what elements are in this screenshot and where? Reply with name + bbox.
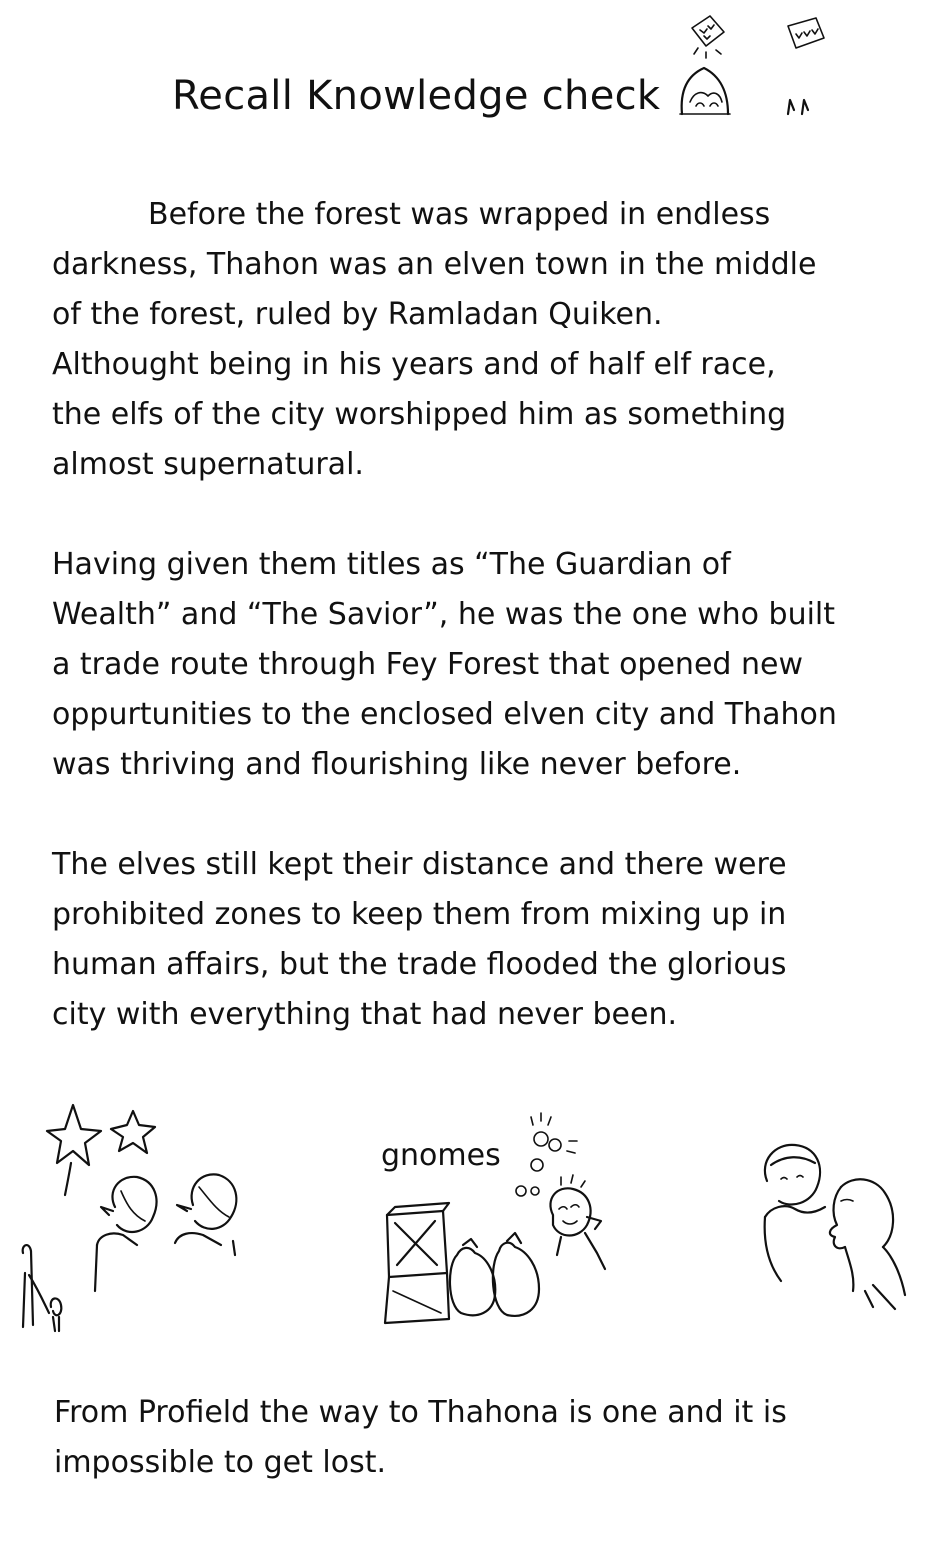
text-line: The elves still kept their distance and there were (52, 847, 787, 882)
gnomes-trade-doodle (375, 1105, 625, 1330)
gnomes-label: gnomes (381, 1138, 501, 1173)
paragraph-history (52, 190, 902, 490)
header-characters-doodle (670, 10, 840, 130)
elves-stars-doodle (15, 1095, 265, 1335)
text-line: city with everything that had never been. (52, 997, 678, 1032)
text-line: was thriving and flourishing like never before. (52, 747, 742, 782)
paragraph-trade-route (52, 540, 902, 790)
text-line: impossible to get lost. (54, 1445, 386, 1480)
text-line: From Profield the way to Thahona is one and it is (54, 1395, 787, 1430)
text-line: oppurtunities to the enclosed elven city and Thahon (52, 697, 837, 732)
humans-doodle (745, 1135, 915, 1320)
text-line: Before the forest was wrapped in endless (148, 197, 771, 232)
text-line: of the forest, ruled by Ramladan Quiken. (52, 297, 663, 332)
text-line: darkness, Thahon was an elven town in the middle (52, 247, 817, 282)
text-line: Having given them titles as “The Guardian of (52, 547, 731, 582)
text-line: prohibited zones to keep them from mixing up in (52, 897, 787, 932)
text-line: human affairs, but the trade flooded the glorious (52, 947, 787, 982)
text-line: Althought being in his years and of half elf race, (52, 347, 776, 382)
text-line: almost supernatural. (52, 447, 364, 482)
text-line: a trade route through Fey Forest that opened new (52, 647, 803, 682)
paragraph-route-note (54, 1388, 904, 1488)
text-line: the elfs of the city worshipped him as something (52, 397, 787, 432)
text-line: Wealth” and “The Savior”, he was the one who built (52, 597, 836, 632)
paragraph-elves-distance (52, 840, 902, 1040)
page-title: Recall Knowledge check (172, 73, 661, 119)
